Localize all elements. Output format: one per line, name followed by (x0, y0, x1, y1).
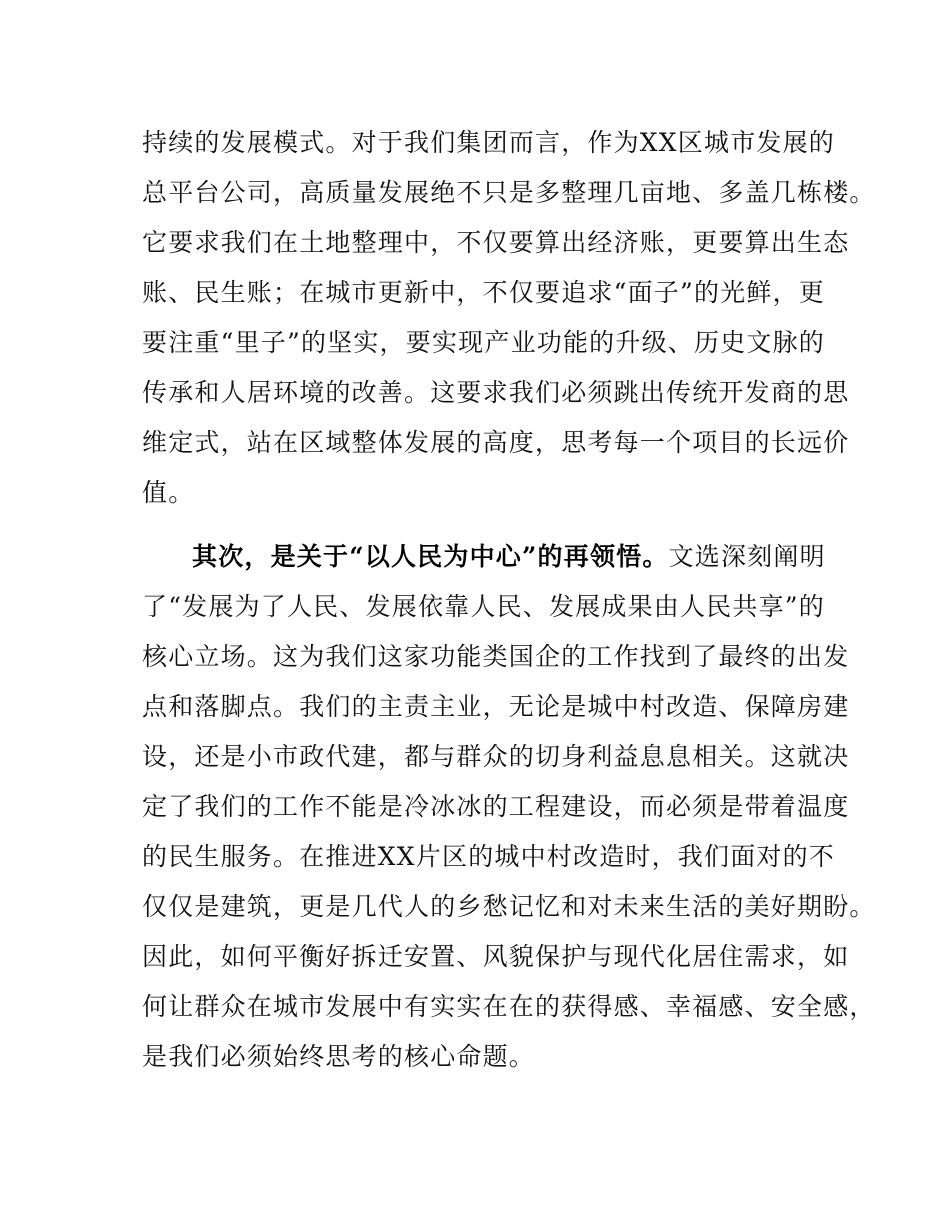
paragraph-1-line-8: 值。 (142, 478, 195, 507)
paragraph-1-line-6: 传承和人居环境的改善。这要求我们必须跳出传统开发商的思 (142, 378, 850, 407)
paragraph-1-line-4: 账、民生账；在城市更新中，不仅要追求“面子”的光鲜，更 (142, 278, 825, 307)
paragraph-2-line-8: 仅仅是建筑，更是几代人的乡愁记忆和对未来生活的美好期盼。 (142, 892, 876, 921)
paragraph-2-line-11: 是我们必须始终思考的核心命题。 (142, 1042, 536, 1071)
paragraph-2-line-6: 定了我们的工作不能是冷冰冰的工程建设，而必须是带着温度 (142, 792, 850, 821)
paragraph-2-line-3: 核心立场。这为我们这家功能类国企的工作找到了最终的出发 (142, 642, 850, 671)
paragraph-2-first-line-rest: 文选深刻阐明 (668, 542, 826, 571)
paragraph-1-line-7: 维定式，站在区域整体发展的高度，思考每一个项目的长远价 (142, 428, 850, 457)
paragraph-2-heading: 其次，是关于“以人民为中心”的再领悟。 (192, 542, 669, 571)
paragraph-2-line-9: 因此，如何平衡好拆迁安置、风貌保护与现代化居住需求，如 (142, 942, 850, 971)
paragraph-1-line-3: 它要求我们在土地整理中，不仅要算出经济账，更要算出生态 (142, 228, 850, 257)
paragraph-2-line-2: 了“发展为了人民、发展依靠人民、发展成果由人民共享”的 (142, 592, 825, 621)
paragraph-2-line-4: 点和落脚点。我们的主责主业，无论是城中村改造、保障房建 (142, 692, 850, 721)
paragraph-2-line-10: 何让群众在城市发展中有实实在在的获得感、幸福感、安全感， (142, 992, 876, 1021)
paragraph-2-line-7: 的民生服务。在推进XX片区的城中村改造时，我们面对的不 (142, 842, 835, 871)
paragraph-1-line-5: 要注重“里子”的坚实，要实现产业功能的升级、历史文脉的 (142, 328, 825, 357)
paragraph-1-line-2: 总平台公司，高质量发展绝不只是多整理几亩地、多盖几栋楼。 (142, 178, 876, 207)
paragraph-2-line-5: 设，还是小市政代建，都与群众的切身利益息息相关。这就决 (142, 742, 850, 771)
paragraph-1-line-1: 持续的发展模式。对于我们集团而言，作为XX区城市发展的 (142, 128, 835, 157)
paragraph-2-line-1 (192, 542, 826, 572)
